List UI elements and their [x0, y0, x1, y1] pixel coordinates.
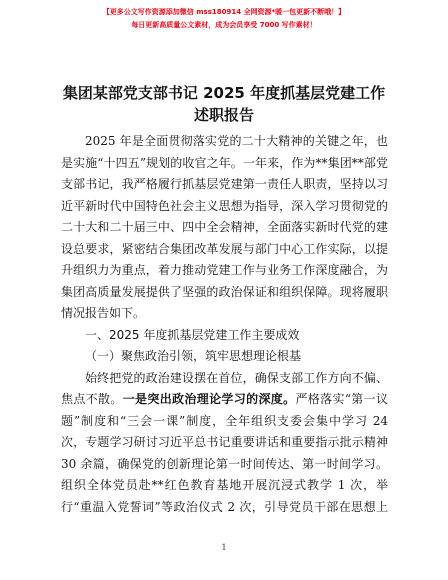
paragraph-emphasis-text: 一是突出政治理论学习的深度。 — [122, 392, 296, 406]
body-paragraph — [61, 368, 388, 519]
document-title — [30, 82, 418, 126]
document-title-line-1: 集团某部党支部书记 2025 年度抓基层党建工作 — [62, 84, 386, 102]
section-heading: 一、2025 年度抓基层党建工作主要成效 — [85, 327, 300, 342]
subsection-heading: （一）聚焦政治引领，筑牢思想理论根基 — [85, 349, 302, 363]
page-number: 1 — [221, 543, 227, 552]
document-body — [61, 131, 388, 518]
promo-banner-line-2: 每日更新高质量公文素材，成为会员享受 7000 写作素材！ — [131, 21, 317, 29]
paragraph-lead-text: 始终把党的政治建设摆在首位，确保支部工作方向不偏、焦点不散。 — [61, 370, 388, 406]
paragraph-body-text: 严格落实“第一议题”制度和“三会一课”制度，全年组织支委会集中学习 24 次，专题学习研讨习近平总书记重要讲话和重要指示批示精神 30 余篇，确保党的创新理论第一时间传达、第一时间学习。组织全体党员赴**红色教育基地开展沉浸式教学 1 次，举行“重温入党誓词”等政治仪式 2 次，引导党员干部在思想上 — [61, 392, 388, 514]
intro-paragraph: 2025 年是全面贯彻落实党的二十大精神的关键之年，也是实施“十四五”规划的收官之年。一年来，作为**集团**部党支部书记，我严格履行抓基层党建第一责任人职责，坚持以习近平新时代中国特色社会主义思想为指导，深入学习贯彻党的二十大和二十届三中、四中全会精神，全面落实新时代党的建设总要求，紧密结合集团改革发展与部门中心工作实际，以提升组织力为重点，着力推动党建工作与业务工作深度融合，为集团高质量发展提供了坚强的政治保证和组织保障。现将履职情况报告如下。 — [61, 134, 388, 320]
promo-banner-line-1: 【更多公文写作资源添加微信 mss180914 全网资源*暖一包更新不断哦！】 — [102, 8, 346, 16]
document-title-line-2: 述职报告 — [193, 106, 254, 124]
